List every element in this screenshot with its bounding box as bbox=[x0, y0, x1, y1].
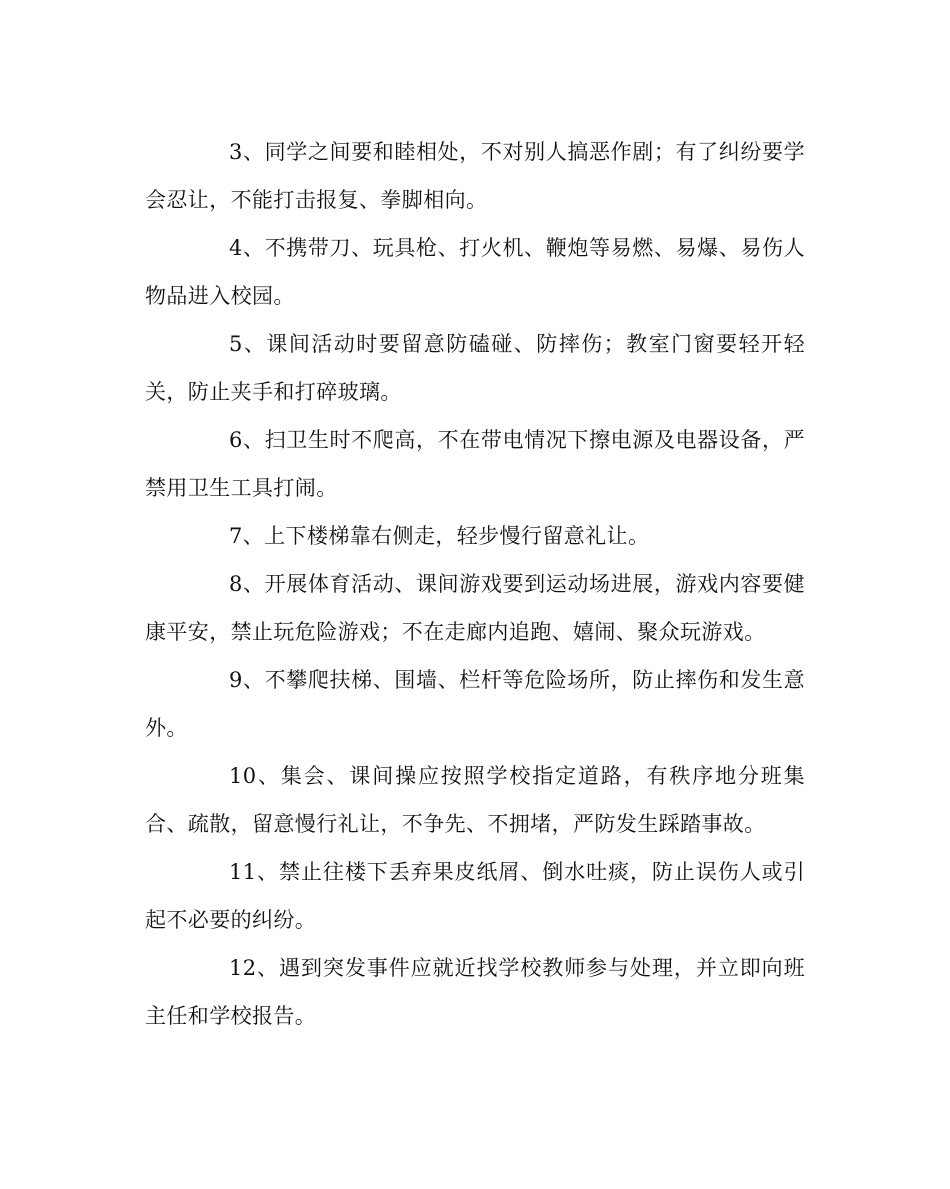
rule-item-5: 5、课间活动时要留意防磕碰、防摔伤；教室门窗要轻开轻关，防止夹手和打碎玻璃。 bbox=[145, 332, 805, 404]
rule-item-3: 3、同学之间要和睦相处，不对别人搞恶作剧；有了纠纷要学会忍让，不能打击报复、拳脚相向。 bbox=[145, 140, 805, 212]
rule-item-10: 10、集会、课间操应按照学校指定道路，有秩序地分班集合、疏散，留意慢行礼让，不争先、不拥堵，严防发生踩踏事故。 bbox=[145, 764, 805, 836]
rule-item-12: 12、遇到突发事件应就近找学校教师参与处理，并立即向班主任和学校报告。 bbox=[145, 956, 805, 1028]
rule-item-7: 7、上下楼梯靠右侧走，轻步慢行留意礼让。 bbox=[229, 524, 650, 548]
rule-item-8: 8、开展体育活动、课间游戏要到运动场进展，游戏内容要健康平安，禁止玩危险游戏；不在走廊内追跑、嬉闹、聚众玩游戏。 bbox=[145, 572, 805, 644]
rule-item-6: 6、扫卫生时不爬高，不在带电情况下擦电源及电器设备，严禁用卫生工具打闹。 bbox=[145, 428, 805, 500]
rule-item-4: 4、不携带刀、玩具枪、打火机、鞭炮等易燃、易爆、易伤人物品进入校园。 bbox=[145, 236, 805, 308]
rule-item-9: 9、不攀爬扶梯、围墙、栏杆等危险场所，防止摔伤和发生意外。 bbox=[145, 668, 805, 740]
document-body bbox=[145, 128, 805, 1040]
rule-item-11: 11、禁止往楼下丢弃果皮纸屑、倒水吐痰，防止误伤人或引起不必要的纠纷。 bbox=[145, 860, 805, 932]
